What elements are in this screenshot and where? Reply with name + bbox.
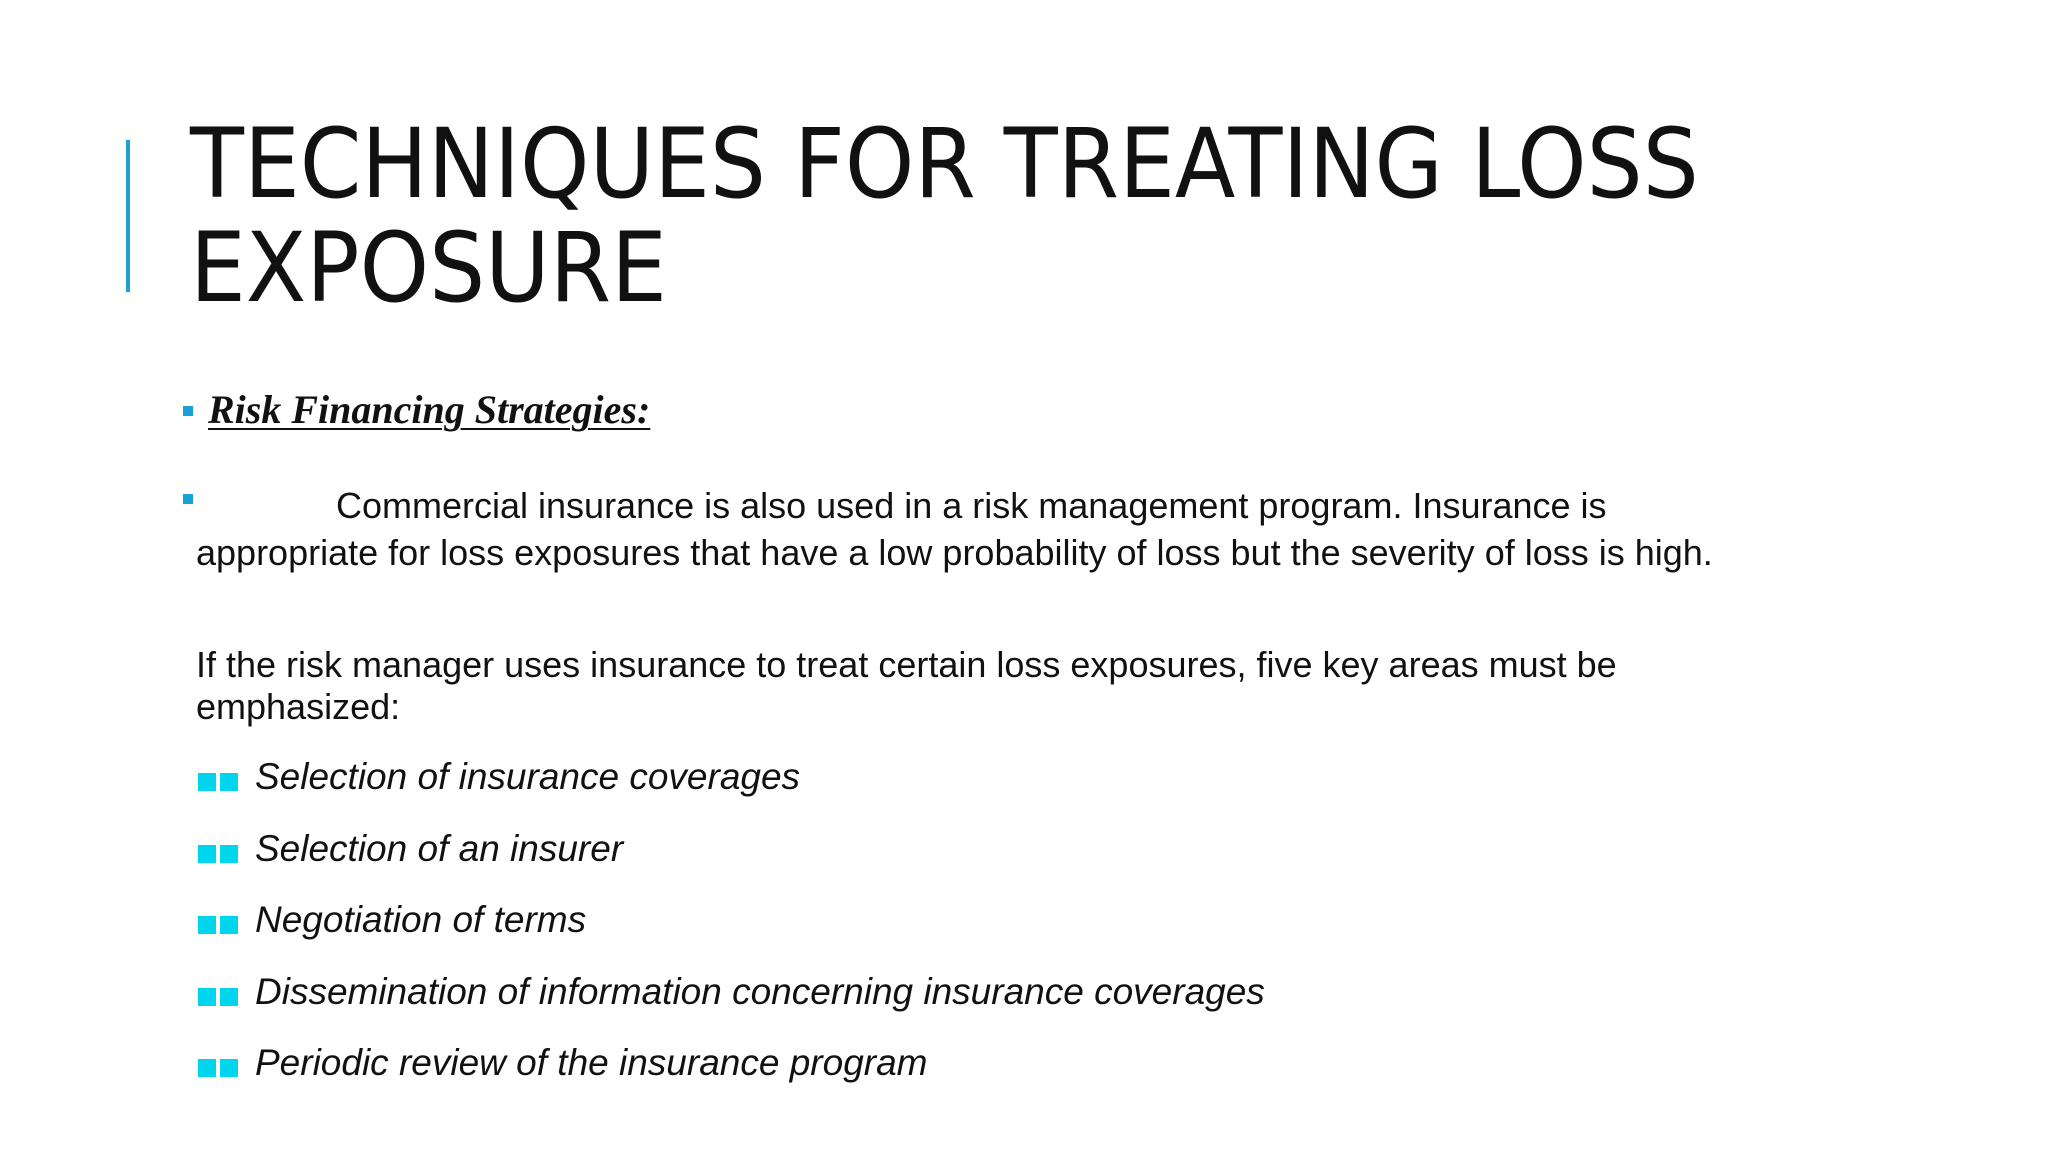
list-item-text: Selection of insurance coverages: [255, 756, 801, 797]
double-square-bullet-icon: [198, 1059, 242, 1077]
slide-title: [190, 108, 1699, 324]
double-square-bullet-icon: [198, 916, 242, 934]
title-accent-bar: [126, 140, 130, 292]
list-item-text: Dissemination of information concerning insurance coverages: [255, 970, 1265, 1012]
list-item-text: Selection of an insurer: [255, 827, 624, 869]
square-bullet-icon: [183, 406, 193, 416]
paragraph-commercial-insurance: Commercial insurance is also used in a risk management program. Insurance is appropriate for loss exposures that have a low probability of loss but the severity of loss is high.: [196, 485, 1713, 573]
double-square-bullet-icon: [198, 845, 242, 863]
double-square-bullet-icon: [198, 988, 242, 1006]
list-item-text: Negotiation of terms: [255, 899, 587, 940]
square-bullet-icon: [183, 494, 193, 504]
section-heading: Risk Financing Strategies:: [208, 387, 651, 432]
slide-title-line-2: EXPOSURE: [190, 212, 667, 324]
paragraph-key-areas-intro: If the risk manager uses insurance to treat certain loss exposures, five key areas must be emphasized:: [196, 644, 1617, 727]
list-item-text: Periodic review of the insurance program: [255, 1042, 928, 1083]
double-square-bullet-icon: [198, 773, 242, 791]
slide-title-line-1: TECHNIQUES FOR TREATING LOSS: [190, 108, 1699, 220]
